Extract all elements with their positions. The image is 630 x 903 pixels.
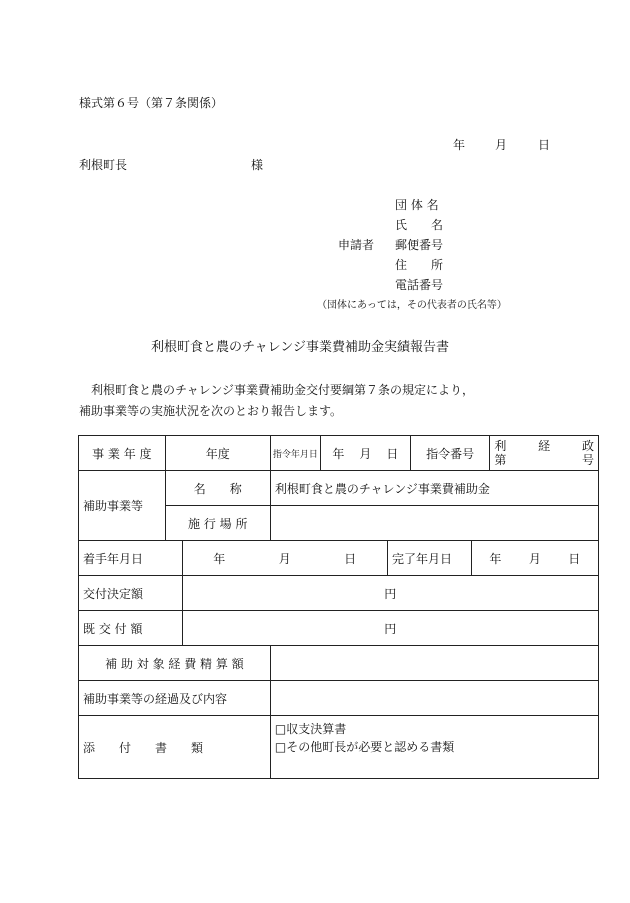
grant-decision-row (79, 576, 599, 611)
attachment-checkbox-2[interactable]: □その他町長が必要と認める書類 (274, 740, 455, 754)
report-table (78, 435, 599, 779)
name-label-cell: 名 称 (165, 471, 270, 506)
name-label: 氏 名 (395, 218, 444, 232)
completion-month-label: 月 (528, 551, 541, 566)
already-paid-field[interactable]: 円 (182, 611, 598, 646)
directive-month-label: 月 (359, 446, 372, 461)
document-title: 利根町食と農のチャレンジ事業費補助金実績報告書 (151, 340, 449, 355)
address-label: 住 所 (395, 258, 444, 272)
progress-label: 補助事業等の経過及び内容 (79, 681, 271, 716)
directive-day-label: 日 (386, 446, 399, 461)
directive-year-label: 年 (332, 446, 345, 461)
addressee: 利根町長 (79, 158, 128, 172)
settlement-label: 補 助 対 象 経 費 精 算 額 (79, 646, 271, 681)
dates-row (79, 541, 599, 576)
directive-number-field[interactable] (490, 436, 599, 471)
body-line-1: 利根町食と農のチャレンジ事業費補助金交付要綱第７条の規定により， (79, 383, 475, 397)
project-name-row (79, 471, 599, 506)
completion-year-label: 年 (489, 551, 502, 566)
progress-field[interactable] (270, 681, 598, 716)
already-paid-row (79, 611, 599, 646)
progress-row (79, 681, 599, 716)
date-year-label: 年 (453, 138, 466, 152)
start-year-label: 年 (213, 551, 226, 566)
directive-number-char-5: 号 (581, 453, 594, 467)
start-day-label: 日 (344, 551, 357, 566)
directive-number-char-1: 利 (494, 439, 507, 453)
project-name-field[interactable]: 利根町食と農のチャレンジ事業費補助金 (270, 471, 598, 506)
body-line-2: 補助事業等の実施状況を次のとおり報告します。 (79, 404, 343, 418)
directive-number-char-3: 政 (581, 439, 594, 453)
phone-label: 電話番号 (395, 278, 444, 292)
honorific: 様 (251, 158, 264, 172)
attachment-checkbox-1[interactable]: □収支決算書 (274, 722, 347, 736)
settlement-field[interactable] (270, 646, 598, 681)
representative-note: （団体にあっては，その代表者の氏名等） (317, 300, 507, 311)
fiscal-year-label: 事 業 年 度 (79, 436, 166, 471)
directive-date-field[interactable] (320, 436, 410, 471)
grant-decision-field[interactable]: 円 (182, 576, 598, 611)
form-number: 様式第６号（第７条関係） (79, 96, 224, 110)
date-month-label: 月 (495, 138, 508, 152)
postal-code-label: 郵便番号 (395, 238, 444, 252)
fiscal-year-field[interactable]: 年度 (165, 436, 270, 471)
directive-number-char-2: 経 (538, 439, 551, 453)
grant-decision-label: 交付決定額 (79, 576, 183, 611)
directive-date-label: 指令年月日 (270, 436, 320, 471)
site-label: 施 行 場 所 (165, 506, 270, 541)
body-text (79, 380, 599, 422)
completion-date-label: 完了年月日 (387, 541, 471, 576)
completion-date-field[interactable] (471, 541, 598, 576)
settlement-row (79, 646, 599, 681)
start-date-field[interactable] (182, 541, 387, 576)
project-label: 補助事業等 (79, 471, 166, 541)
attachments-field (270, 716, 598, 779)
already-paid-label: 既 交 付 額 (79, 611, 183, 646)
start-date-label: 着手年月日 (79, 541, 183, 576)
attachments-label: 添 付 書 類 (79, 716, 271, 779)
date-day-label: 日 (538, 138, 551, 152)
group-name-label: 団 体 名 (395, 198, 439, 212)
directive-number-char-4: 第 (494, 453, 507, 467)
fiscal-year-row (79, 436, 599, 471)
start-month-label: 月 (278, 551, 291, 566)
site-field[interactable] (270, 506, 598, 541)
applicant-label: 申請者 (338, 238, 375, 252)
attachments-row (79, 716, 599, 779)
completion-day-label: 日 (568, 551, 581, 566)
directive-number-label: 指令番号 (410, 436, 489, 471)
